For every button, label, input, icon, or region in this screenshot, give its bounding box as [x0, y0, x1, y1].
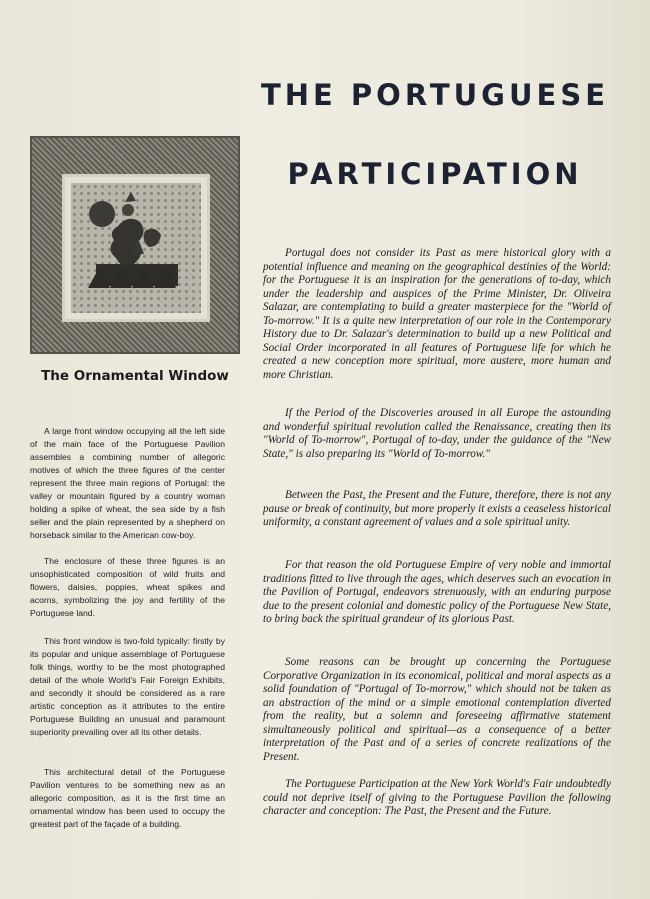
right-paragraph-6: The Portuguese Participation at the New York World's Fair undoubtedly could not deprive itself of giving to the Portuguese Pavilion the following character and conception: The Past, the Present and the Future. [263, 778, 611, 817]
right-paragraph-1: Portugal does not consider its Past as mere historical glory with a potential influence and meaning on the geographical destinies of the World: for the Portuguese it is an inspiration for the generations of to-day, which under the leadership and auspices of the Prime Minister, Dr. Oliveira Salazar, are contemplating to build a greater masterpiece for the "World of To-morrow." It is a quite new interpretation of our role in the Contemporary History due to Dr. Salazar's determination to build up a new Political and Social Order incorporated in all features of Portuguese life for which he created a new conception more spiritual, more austere, more human and more Christian. [263, 247, 611, 381]
ornamental-window-photo [30, 136, 240, 354]
right-paragraph-4: For that reason the old Portuguese Empire of very noble and immortal traditions fitted to live through the ages, which deserves such an evocation in the Pavilion of Portugal, endeavors strenuously, with an enduring purpose due to the present colonial and domestic policy of the Portuguese New State, to bring back the spiritual grandeur of its glorious Past. [263, 559, 611, 625]
right-paragraph-2: If the Period of the Discoveries aroused in all Europe the astounding and wonderful spiritual revolution called the Renaissance, creating then its "World of To-morrow", Portugal of to-day, under the guidance of the "New State," is also preparing its "World of To-morrow." [263, 407, 611, 460]
left-paragraph-4: This architectural detail of the Portuguese Pavilion ventures to be something new as an allegoric composition, as it is the first time an ornamental window has been used to occupy the greatest part of the façade of a building. [30, 767, 225, 829]
left-paragraph-2: The enclosure of these three figures is an unsophisticated composition of wild fruits and flowers, daisies, poppies, wheat spikes and acorns, symbolizing the joy and fertility of the Portuguese land. [30, 556, 225, 618]
page-title-line-1: THE PORTUGUESE [260, 78, 610, 112]
left-paragraph-1: A large front window occupying all the left side of the main face of the Portuguese Pavilion assembles a combining number of allegoric motives of which the three figures of the center represent the three main regions of Portugal: the valley or mountain figured by a country woman holding a spike of wheat, the sea side by a fish seller and the plain represented by a shepherd on horseback similar to the American cow-boy. [30, 426, 225, 540]
left-paragraph-3: This front window is two-fold typically: firstly by its popular and unique assemblage of Portuguese folk things, worthy to be the most photographed detail of the whole World's Fair Foreign Exhibits, and secondly it should be considered as a rare artistic conception as it attributes to the entire Portuguese Building an unusual and paramount superiority prevailing over all its other details. [30, 636, 225, 737]
page-title-line-2: PARTICIPATION [287, 157, 583, 191]
ornamental-window-heading: The Ornamental Window [41, 368, 229, 384]
window-figures-icon [30, 136, 240, 354]
right-paragraph-5: Some reasons can be brought up concerning the Portuguese Corporative Organization in its economical, political and moral aspects as a solid foundation of "Portugal of To-morrow," which should not be taken as an abstraction of the mind or a simple emotional contemplation diverted from the reality, but a solemn and foreseeing affirmative statement simultaneously political and spiritual—as a consequence of a better interpretation of the Past and of a series of concrete realizations of the Present. [263, 656, 611, 763]
right-paragraph-3: Between the Past, the Present and the Future, therefore, there is not any pause or break of continuity, but more properly it exists a ceaseless historical uniformity, a constant agreement of values and a sole spiritual unity. [263, 489, 611, 528]
